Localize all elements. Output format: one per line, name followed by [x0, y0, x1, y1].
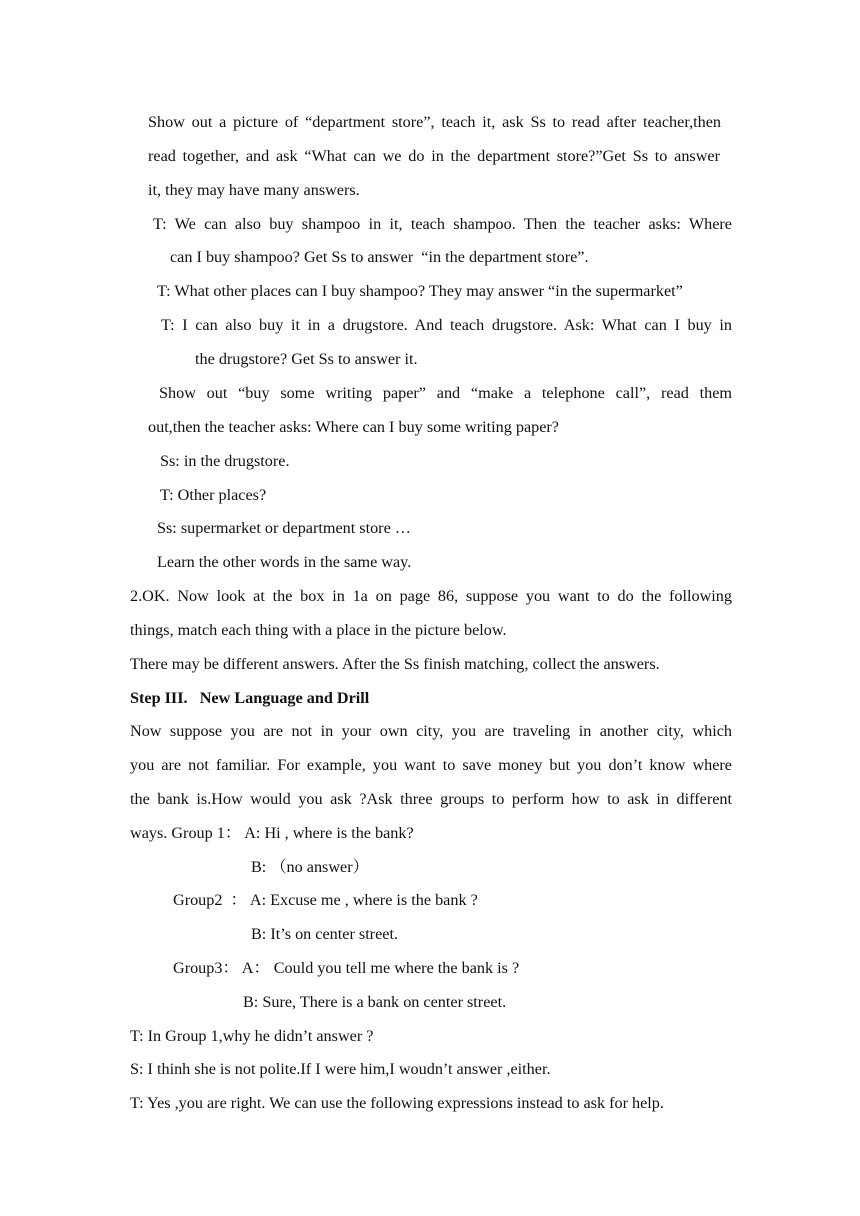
text-line: B: It’s on center street. [251, 925, 398, 943]
text-line: Learn the other words in the same way. [157, 553, 412, 571]
text-line: T: We can also buy shampoo in it, teach shampoo. Then the teacher asks: Where [153, 215, 732, 233]
text-line: out,then the teacher asks: Where can I buy some writing paper? [148, 418, 559, 436]
text-line: T: Yes ,you are right. We can use the following expressions instead to ask for help. [130, 1094, 664, 1112]
text-line: B: （no answer） [251, 858, 369, 876]
text-line: Show out a picture of “department store”, teach it, ask Ss to read after teacher,then [148, 113, 721, 131]
text-line: Group3： A： Could you tell me where the bank is ? [173, 959, 520, 977]
text-line: you are not familiar. For example, you want to save money but you don’t know where [130, 756, 732, 774]
text-line: read together, and ask “What can we do in the department store?”Get Ss to answer [148, 147, 720, 165]
text-line: There may be different answers. After the Ss finish matching, collect the answers. [130, 655, 660, 673]
text-line: T: What other places can I buy shampoo? They may answer “in the supermarket” [157, 282, 683, 300]
text-line: S: I thinh she is not polite.If I were him,I woudn’t answer ,either. [130, 1060, 551, 1078]
text-line: it, they may have many answers. [148, 181, 360, 199]
text-line: Show out “buy some writing paper” and “make a telephone call”, read them [159, 384, 732, 402]
text-line: B: Sure, There is a bank on center street. [243, 993, 507, 1011]
text-line: Group2 ： A: Excuse me , where is the bank ? [173, 891, 478, 909]
text-line: T: Other places? [160, 486, 267, 504]
text-line: the bank is.How would you ask ?Ask three groups to perform how to ask in different [130, 790, 732, 808]
text-line: Now suppose you are not in your own city, you are traveling in another city, which [130, 722, 732, 740]
section-heading: Step III. New Language and Drill [130, 689, 370, 707]
text-line: the drugstore? Get Ss to answer it. [195, 350, 418, 368]
text-line: T: I can also buy it in a drugstore. And teach drugstore. Ask: What can I buy in [161, 316, 732, 334]
text-line: T: In Group 1,why he didn’t answer ? [130, 1027, 374, 1045]
text-line: ways. Group 1： A: Hi , where is the bank? [130, 824, 414, 842]
text-line: can I buy shampoo? Get Ss to answer “in the department store”. [170, 248, 589, 266]
text-line: 2.OK. Now look at the box in 1a on page 86, suppose you want to do the following [130, 587, 732, 605]
text-line: things, match each thing with a place in the picture below. [130, 621, 507, 639]
text-line: Ss: in the drugstore. [160, 452, 290, 470]
text-line: Ss: supermarket or department store … [157, 519, 411, 537]
